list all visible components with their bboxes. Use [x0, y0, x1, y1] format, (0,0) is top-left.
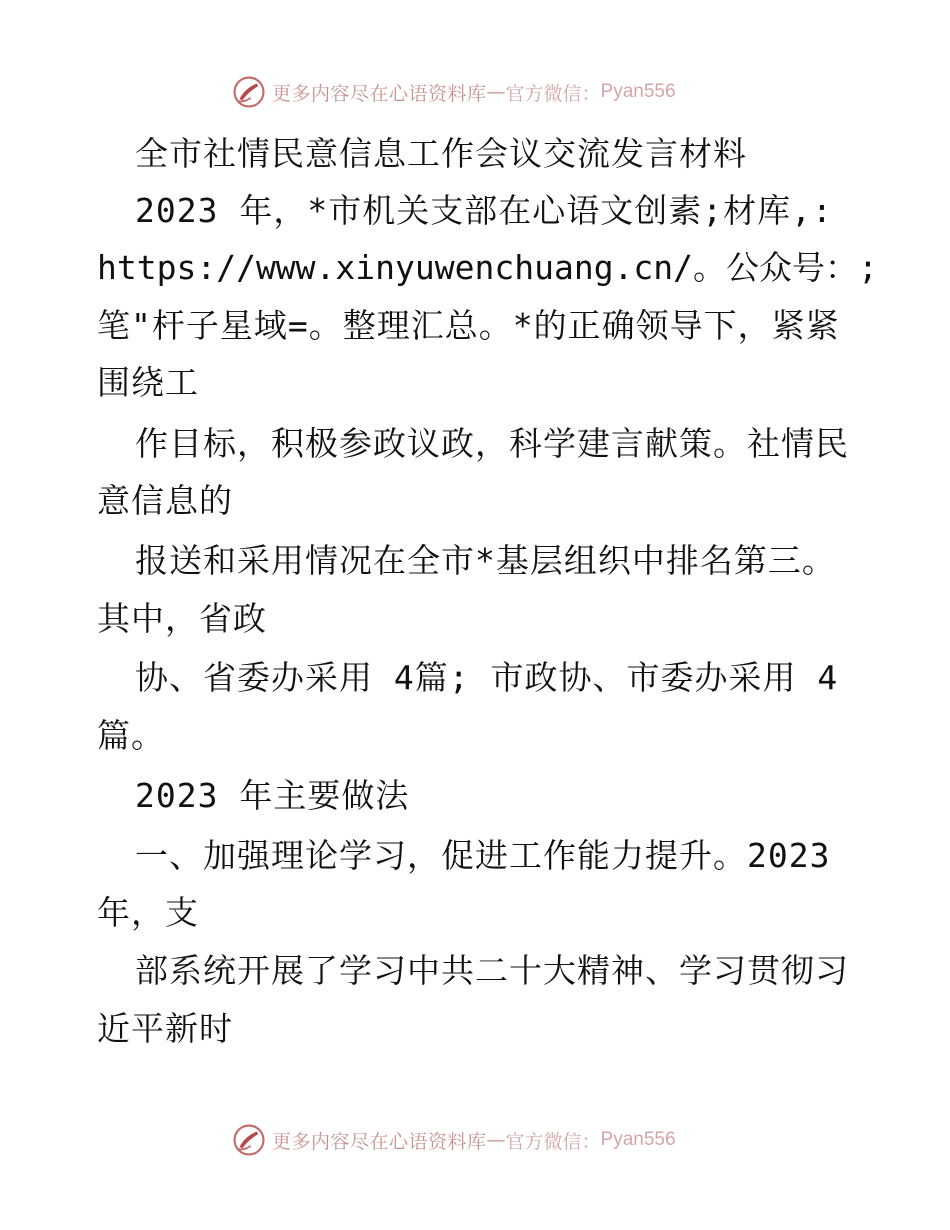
watermark-footer [232, 1120, 752, 1160]
paragraph-line: 其中，省政 [97, 599, 267, 638]
paragraph-line: 篇。 [97, 716, 165, 755]
watermark-separator: — [486, 81, 506, 103]
paragraph-line: 协、省委办采用 4篇; 市政协、市委办采用 4 [135, 658, 839, 697]
paragraph-line: 近平新时 [97, 1009, 233, 1048]
watermark-header [232, 72, 752, 112]
section-heading: 2023 年主要做法 [135, 776, 410, 815]
document-title: 全市社情民意信息工作会议交流发言材料 [135, 134, 747, 173]
paragraph-line: 2023 年，*市机关支部在心语文创素;材库,: [135, 191, 833, 230]
paragraph-line: 报送和采用情况在全市*基层组织中排名第三。 [135, 541, 836, 580]
pen-circle-logo-icon [232, 1123, 266, 1157]
paragraph-line: 一、加强理论学习，促进工作能力提升。2023 [135, 836, 831, 875]
watermark-contact-id: Pyan556 [600, 1129, 676, 1150]
paragraph-line: 意信息的 [97, 481, 233, 520]
paragraph-line: 围绕工 [97, 363, 199, 402]
watermark-contact-label: 官方微信： [505, 1130, 601, 1153]
paragraph-line-url: https://www.xinyuwenchuang.cn/。公众号：; [97, 248, 878, 287]
paragraph-line: 部系统开展了学习中共二十大精神、学习贯彻习 [135, 951, 849, 990]
watermark-separator: — [486, 1129, 506, 1151]
paragraph-line: 年，支 [97, 893, 199, 932]
watermark-brand-text: 更多内容尽在心语资料库 [272, 82, 487, 105]
watermark-brand-text: 更多内容尽在心语资料库 [272, 1130, 487, 1153]
paragraph-line: 笔"杆子星域=。整理汇总。*的正确领导下，紧紧 [97, 306, 840, 345]
watermark-contact-label: 官方微信： [505, 82, 601, 105]
paragraph-line: 作目标，积极参政议政，科学建言献策。社情民 [135, 424, 849, 463]
watermark-contact-id: Pyan556 [600, 81, 676, 102]
pen-circle-logo-icon [232, 75, 266, 109]
